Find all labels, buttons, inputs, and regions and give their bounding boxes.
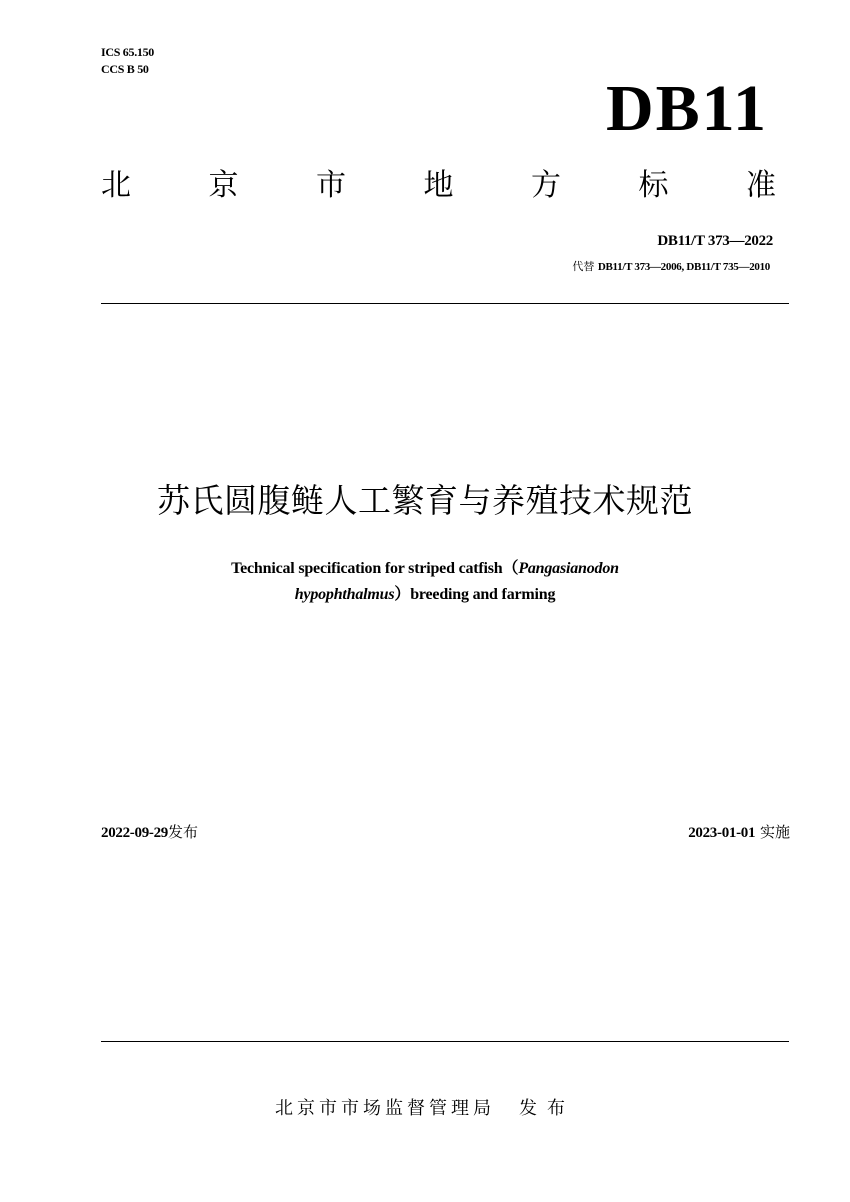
implement-label: 实施 [759,823,790,841]
species-genus: Pangasianodon [518,560,619,577]
classification-codes [101,44,154,78]
category-char: 市 [316,168,346,203]
replaces-line [572,259,770,275]
english-title-suffix: ）breeding and farming [394,586,556,603]
english-title-prefix: Technical specification for striped catfish（ [231,560,519,577]
document-title-english [110,556,740,608]
category-char: 方 [531,168,561,203]
standard-category [101,166,776,206]
implement-date: 2023-01-01 [688,825,756,841]
ccs-code: CCS B 50 [101,62,149,76]
issuer-action: 发布 [519,1098,575,1119]
category-char: 标 [638,168,669,203]
issuer-name: 北京市市场监督管理局 [275,1098,495,1119]
category-char: 地 [423,168,454,203]
footer-divider [101,1041,789,1042]
standard-code-mark: DB11 [605,72,768,145]
category-char: 准 [746,168,776,203]
replaces-label: 代替 [572,260,595,273]
issuing-authority [0,1096,850,1122]
document-title-chinese: 苏氏圆腹鲢人工繁育与养殖技术规范 [157,481,693,520]
category-char: 北 [101,168,131,203]
ics-code: ICS 65.150 [101,45,155,59]
replaced-standards: DB11/T 373—2006, DB11/T 735—2010 [597,261,770,273]
header-divider [101,303,789,304]
species-epithet: hypophthalmus [294,586,395,603]
publish-info [101,822,198,843]
standard-number: DB11/T 373—2022 [657,233,773,249]
implement-info [688,822,790,843]
publish-date: 2022-09-29 [101,825,168,841]
publish-label: 发布 [168,823,199,841]
category-char: 京 [208,168,239,203]
